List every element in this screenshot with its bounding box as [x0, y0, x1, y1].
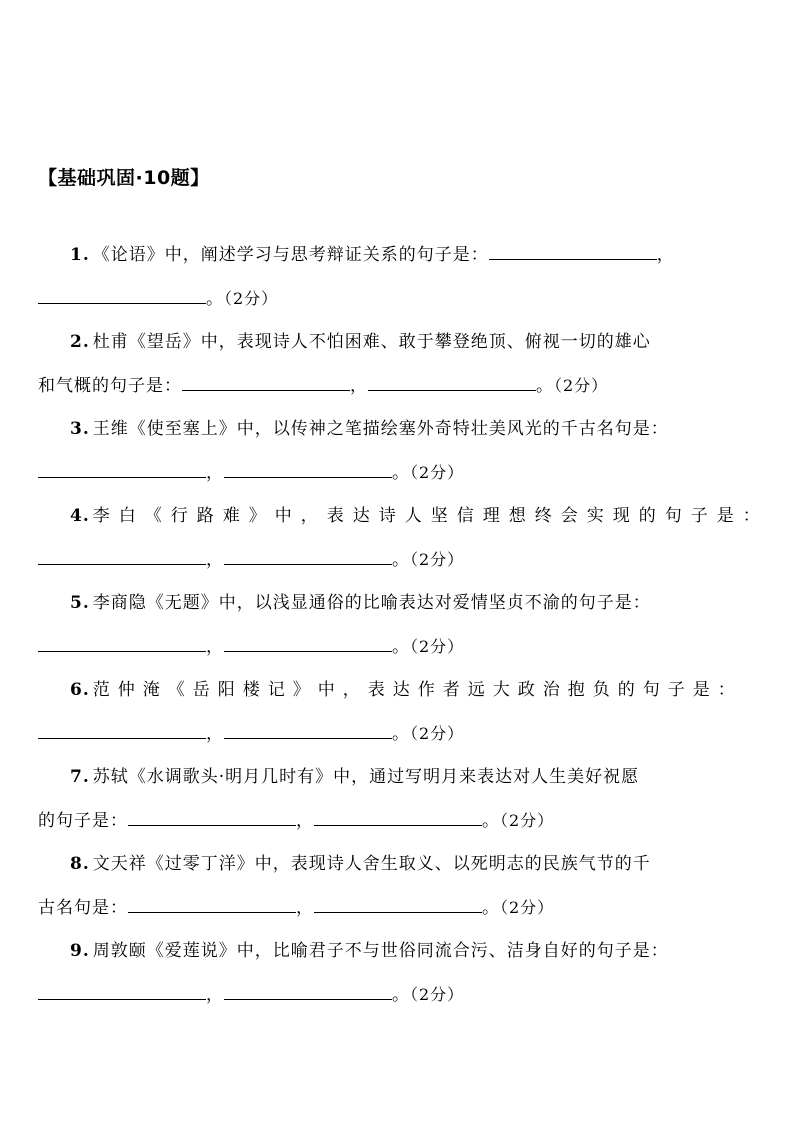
separator: ，: [206, 985, 224, 1005]
question-line: [38, 364, 766, 408]
question-number: 6.: [70, 680, 90, 700]
question-number: 3.: [70, 419, 90, 439]
question-line: [38, 407, 766, 451]
separator: ，: [206, 724, 224, 744]
end-mark: 。: [392, 463, 410, 483]
answer-blank-2[interactable]: [224, 635, 392, 652]
end-mark: 。: [482, 898, 500, 918]
question-line: [38, 451, 766, 495]
answer-blank-2[interactable]: [314, 809, 482, 826]
question-3: [38, 407, 766, 495]
question-4: [38, 494, 769, 582]
question-prompt: 李商隐《无题》中，以浅显通俗的比喻表达对爱情坚贞不渝的句子是：: [92, 593, 651, 613]
question-line: [38, 494, 769, 538]
answer-blank-1[interactable]: [489, 243, 657, 260]
score-label: （2分）: [410, 637, 465, 656]
question-prompt: 杜甫《望岳》中，表现诗人不怕困难、敢于攀登绝顶、俯视一切的雄心: [92, 332, 651, 352]
question-6: [38, 668, 766, 756]
question-8: [38, 842, 766, 930]
question-9: [38, 929, 766, 1017]
question-line: [38, 668, 766, 712]
answer-blank-1[interactable]: [182, 374, 350, 391]
answer-blank-1[interactable]: [128, 809, 296, 826]
question-line: [38, 842, 766, 886]
question-line: [38, 277, 766, 321]
question-prompt-cont: 和气概的句子是：: [38, 376, 182, 396]
answer-blank-1[interactable]: [38, 548, 206, 565]
question-prompt-cont: 的句子是：: [38, 811, 128, 831]
question-prompt: 文天祥《过零丁洋》中，表现诗人舍生取义、以死明志的民族气节的千: [92, 854, 651, 874]
question-number: 5.: [70, 593, 90, 613]
end-mark: 。: [536, 376, 554, 396]
answer-blank-2[interactable]: [224, 461, 392, 478]
question-number: 4.: [70, 506, 90, 526]
score-label: （2分）: [554, 376, 609, 395]
question-prompt: 王维《使至塞上》中，以传神之笔描绘塞外奇特壮美风光的千古名句是：: [92, 419, 669, 439]
answer-blank-1[interactable]: [38, 635, 206, 652]
score-label: （2分）: [410, 550, 465, 569]
end-mark: 。: [392, 637, 410, 657]
question-prompt: 苏轼《水调歌头·明月几时有》中，通过写明月来表达对人生美好祝愿: [92, 767, 640, 787]
question-prompt: 李白《行路难》中，表达诗人坚信理想终会实现的句子是：: [92, 506, 769, 526]
section-title: 【基础巩固·10题】: [38, 167, 210, 189]
separator: ，: [206, 637, 224, 657]
question-line: [38, 755, 766, 799]
question-number: 7.: [70, 767, 90, 787]
answer-blank-2[interactable]: [314, 896, 482, 913]
end-mark: 。: [392, 550, 410, 570]
separator: ，: [296, 898, 314, 918]
separator: ，: [206, 550, 224, 570]
answer-blank-2[interactable]: [38, 287, 206, 304]
score-label: （2分）: [224, 289, 279, 308]
answer-blank-1[interactable]: [128, 896, 296, 913]
question-number: 2.: [70, 332, 90, 352]
score-label: （2分）: [500, 811, 555, 830]
question-number: 8.: [70, 854, 90, 874]
question-5: [38, 581, 766, 669]
question-line: [38, 233, 766, 277]
question-number: 9.: [70, 941, 90, 961]
answer-blank-1[interactable]: [38, 461, 206, 478]
question-prompt: 范仲淹《岳阳楼记》中，表达作者远大政治抱负的句子是：: [92, 680, 743, 700]
separator: ，: [656, 245, 675, 265]
question-7: [38, 755, 766, 843]
question-line: [38, 973, 766, 1017]
question-1: [38, 233, 766, 321]
separator: ，: [350, 376, 368, 396]
answer-blank-2[interactable]: [224, 983, 392, 1000]
answer-blank-2[interactable]: [224, 548, 392, 565]
question-number: 1.: [70, 245, 90, 265]
question-line: [38, 886, 766, 930]
answer-blank-1[interactable]: [38, 722, 206, 739]
end-mark: 。: [392, 724, 410, 744]
answer-blank-2[interactable]: [368, 374, 536, 391]
question-line: [38, 320, 766, 364]
question-2: [38, 320, 766, 408]
separator: ，: [206, 463, 224, 483]
end-mark: 。: [482, 811, 500, 831]
score-label: （2分）: [410, 724, 465, 743]
separator: ，: [296, 811, 314, 831]
question-prompt-cont: 古名句是：: [38, 898, 128, 918]
question-line: [38, 625, 766, 669]
score-label: （2分）: [410, 463, 465, 482]
score-label: （2分）: [410, 985, 465, 1004]
question-prompt: 周敦颐《爱莲说》中，比喻君子不与世俗同流合污、洁身自好的句子是：: [92, 941, 669, 961]
answer-blank-2[interactable]: [224, 722, 392, 739]
question-prompt: 《论语》中，阐述学习与思考辩证关系的句子是：: [92, 245, 489, 265]
end-mark: 。: [206, 289, 224, 309]
question-line: [38, 929, 766, 973]
score-label: （2分）: [500, 898, 555, 917]
question-line: [38, 581, 766, 625]
question-line: [38, 538, 766, 582]
question-line: [38, 799, 766, 843]
answer-blank-1[interactable]: [38, 983, 206, 1000]
end-mark: 。: [392, 985, 410, 1005]
question-line: [38, 712, 766, 756]
